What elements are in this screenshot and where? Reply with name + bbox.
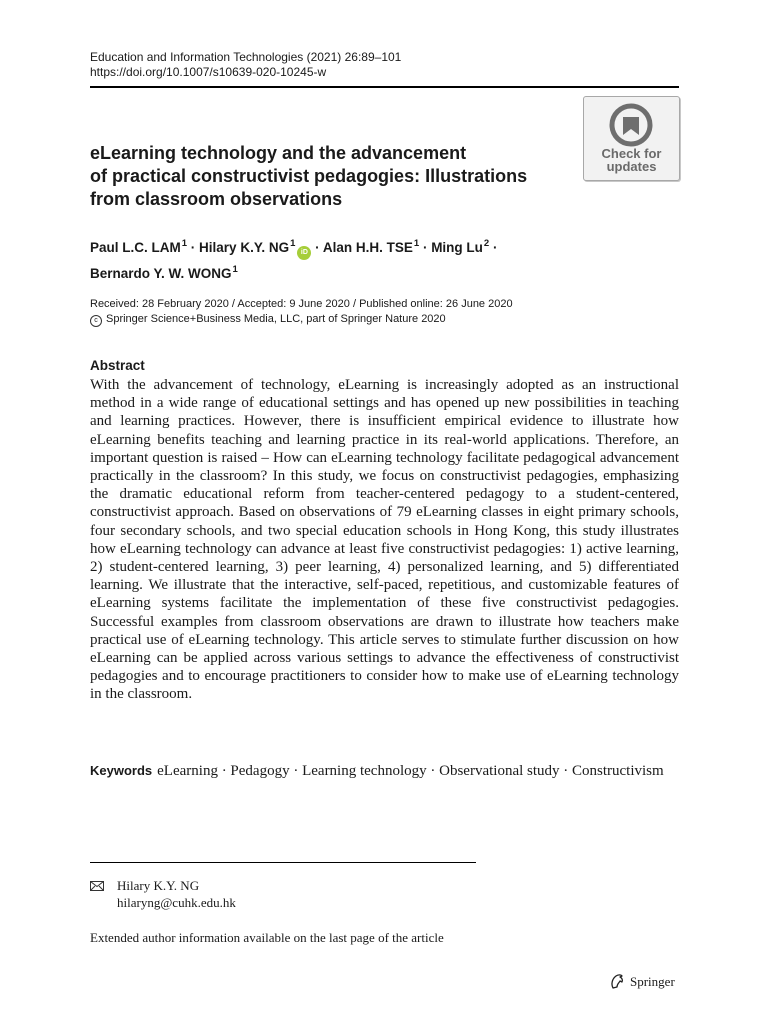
affiliation-marker: 1 [290,238,296,249]
corresponding-author-name: Hilary K.Y. NG [117,878,200,893]
keywords-list: eLearning · Pedagogy · Learning technology · Observational study · Constructivism [157,763,664,779]
author-name[interactable]: Hilary K.Y. NG [199,240,290,255]
journal-citation: Education and Information Technologies (2021) 26:89–101 [90,50,402,64]
footnote-rule [90,862,476,863]
envelope-icon [90,881,104,891]
copyright-text: Springer Science+Business Media, LLC, part of Springer Nature 2020 [106,313,446,325]
affiliation-marker: 1 [232,264,238,275]
author-list: Paul L.C. $LAM^1$ · Hilary K.Y. $NG^1iD$ · Alan H.H. $TSE^1$ · Ming $Lu^2$ · Bernardo Y. W. WONG$^1$ [90,238,498,281]
affiliation-marker: 2 [483,238,490,249]
author-name[interactable]: Paul L.C. LAM [90,240,181,255]
paper-title: eLearning technology and the advancement of practical constructivist pedagogies: Illustrations from classroom observations [90,143,528,209]
check-for-updates-icon [607,103,655,147]
publication-dates: Received: 28 February 2020 / Accepted: 9 June 2020 / Published online: 26 June 2020 [90,298,513,310]
author-name[interactable]: Alan H.H. TSE [322,240,413,255]
abstract-heading: Abstract [90,358,145,373]
corresponding-author-email[interactable]: hilaryng@cuhk.edu.hk [117,895,236,910]
author-name[interactable]: Bernardo Y. W. WONG [90,266,232,281]
author-name[interactable]: Ming Lu [431,240,483,255]
extended-author-info: Extended author information available on the last page of the article [90,930,444,945]
header-rule [90,86,679,88]
check-for-updates-label: Check for updates [601,146,662,174]
affiliation-marker: 1 [181,238,188,249]
springer-wordmark: Springer [630,974,675,989]
copyright-notice [90,312,446,327]
keywords-label: Keywords [90,763,153,778]
orcid-icon[interactable]: iD [297,246,311,260]
abstract-body: With the advancement of technology, eLearning is increasingly adopted as an instructional method in a wide range of educational settings and has opened up new possibilities in teaching and learning practices. However, there is insufficient empirical evidence to illustrate how eLearning benefits teaching and learning practice in its real-world applications. Therefore, an important question is raised – How can eLearning technology facilitate pedagogical advancement practically in the classroom? In this study, we focus on constructivist pedagogies, emphasizing the dramatic educational reform from teacher-centered pedagogy to a student-centered, constructivist approach. Based on observations of 79 eLearning classes in eight primary schools, four secondary schools, and two special education schools in Hong Kong, this study illustrates how eLearning technology can advance at least five constructivist pedagogies: 1) active learning, 2) student-centered learning, 3) peer learning, 4) personalized learning, and 5) differentiated learning. We illustrate that the interactive, self-paced, repetitious, and customizable features of eLearning systems facilitate the implementation of these five constructivist pedagogies. Successful examples from classroom observations are drawn to illustrate how teachers make practical use of eLearning technology. This article serves to stimulate further discussion on how eLearning can be applied across various settings to advance the effectiveness of constructivist pedagogies and to encourage practitioners to consider how to make use of eLearning technology in the classroom. [90,377,679,703]
keywords-section [90,762,679,780]
springer-horse-icon [609,973,626,990]
doi-link[interactable]: https://doi.org/10.1007/s10639-020-10245-w [90,65,327,79]
check-for-updates-badge[interactable] [583,96,680,181]
copyright-icon: c [90,315,102,327]
affiliation-marker: 1 [413,238,420,249]
